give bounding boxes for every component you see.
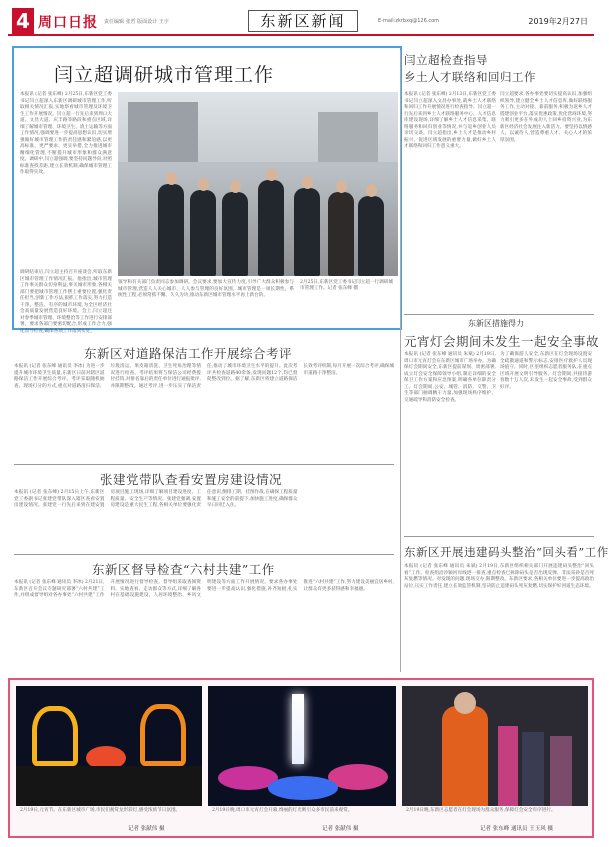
dragon-lantern-photo [16, 686, 202, 806]
photo3-caption: 2月19日晚,东新区志愿者在灯会现场为群众服务,保障灯会安全有序进行。 [406, 808, 556, 813]
safety-body-col1: 本报讯 (记者 张东峰 通讯员 朱斌) 2月19日,周口市元宵灯会在东新区城市广场举办。为确保灯会期间安全,东新区提前谋划、周密部署,成立灯会安全保障领导小组,制定详细的安全保卫工作方案和应急预案,明确各单位职责分工。灯会期间,公安、城管、消防、交警、卫生等部门抽调精干力量,加强现场秩序维护、交通疏导和消防安全检查。 [404, 352, 496, 403]
column-divider [400, 50, 401, 672]
lead-article [12, 46, 402, 334]
photo2-caption: 2月19日晚,周口市元宵灯会开幕,绚丽的灯光吸引众多市民前来观赏。 [212, 808, 353, 813]
light-festival-photo [208, 686, 396, 806]
villages-body: 本报讯 (记者 张东峰 通讯员 李冰) 2月21日,东新区召开会议专题研究部署“六村共建”工作,并组成督导组对各办事处“六村共建”工作开展情况进行督导检查。督导组采取查阅资料、实地查看、走访群众等方式,详细了解各村在基础设施建设、人居环境整治、乡风文明建设等方面工作开展情况。要求各办事处要进一步提高认识,强化措施,补齐短板,扎实推进“六村共建”工作,努力建设美丽宜居乡村,让群众有更多获得感和幸福感。 [14, 580, 394, 598]
safety-kicker: 东新区措施得力 [468, 319, 524, 328]
lead-body-right: 领导和有关部门负责同志参加调研。会议要求,要加大宣传力度,引导广大群众积极参与城市管理,营造人人关心城市、人人参与管理的良好氛围。城市管理是一项长期性、系统性工程,必须常抓不懈、久久为功,推动东新区城市管理水平再上新台阶。 [118, 280, 294, 298]
housing-title: 张建党带队查看安置房建设情况 [100, 472, 283, 487]
page-number: 4 [12, 8, 34, 34]
volunteer-photo [402, 686, 588, 806]
lead-title: 闫立超调研城市管理工作 [54, 64, 275, 86]
divider [404, 536, 594, 537]
photo2-credit: 记者 张献伟 摄 [322, 826, 359, 832]
editor-info: 责任编辑 张哲 版面设计 王宇 [104, 19, 169, 25]
right-article-body-col1: 本报讯 (记者 张东峰) 2月13日,东新区党工委书记闫立超深入文昌办事处,就乡土人才联络和回归工作开展情况进行检查指导。闫立超一行先后来到乡土人才联络服务中心、人才信息库建设现场,详细了解乡土人才信息采集、联络服务和回归创业等情况,并与返乡创业人员亲切交谈。闫立超指出,乡土人才是推动乡村振兴、促进区域发展的重要力量,做好乡土人才联络和回归工作意义重大。 [404, 92, 496, 149]
lead-body-left: 本报讯 (记者 张东峰) 2月25日,东新区党工委书记闫立超深入东新区调研城市管理工作,听取相关情况汇报,实地察看城市管理及环境卫生工作开展情况。闫立超一行先后来到周口大道、文昌大道、庆丰路等路段和重点区域,详细了解城市管理、环境卫生、渣土运输等方面工作情况,强调要进一步提高思想认识,切实增强做好城市管理工作的责任感和紧迫感,以更高标准、更严要求、更实举措,全力推进城市精细化管理,不断提升城市形象和群众满意度。调研中,闫立超强调,要坚持问题导向,对照标准查找差距,建立长效机制,确保城市管理工作取得实效。 [20, 92, 112, 175]
page-header [8, 6, 594, 36]
photo-strip [8, 678, 594, 838]
lead-photo [118, 92, 398, 276]
contact-email: E-mail:zkrbxq@126.com [378, 18, 440, 24]
docks-body: 本报讯 (记者 张东峰 通讯员 朱斌) 2月19日,东新区组织相关部门开展违建码头整治“回头看”工作。检查组沿沙颍河岸线逐一排查,重点检查已拆除码头是否出现反弹、非法采砂是否死灰复燃等情况。对发现的问题,现场交办,限期整改。东新区要求,各相关单位要进一步提高政治站位,压实工作责任,建立长效监管机制,坚决防止违建码头死灰复燃,切实保护好河道生态环境。 [404, 564, 594, 589]
divider [14, 464, 394, 465]
safety-title: 元宵灯会期间未发生一起安全事故 [404, 334, 600, 349]
section-title: 东新区新闻 [248, 10, 358, 32]
lead-body-lower: 调研结束后,闫立超主持召开座谈会,听取东新区城市管理工作情况汇报。他指出,城市管理工作事关群众切身利益,事关城市形象,各相关部门要把城市管理工作摆上重要位置,强化责任担当,创新工作方法,狠抓工作落实,努力打造干净、整洁、有序的城市环境,为全区经济社会高质量发展营造良好环境。会上,闫立超还对春季城市管理、环境整治等工作进行安排部署。要求各部门要密切配合,形成工作合力,强化督导检查,确保各项工作落到实处。 [20, 270, 112, 334]
cleaning-title: 东新区对道路保洁工作开展综合考评 [84, 346, 293, 361]
photo1-caption: 2月19日,元宵节。在东新区城市广场,市民们观赏龙形彩灯,感受浓浓节日氛围。 [20, 808, 181, 813]
divider [14, 554, 394, 555]
photo1-credit: 记者 张献伟 摄 [128, 826, 165, 832]
divider [404, 314, 594, 315]
issue-date: 2019年2月27日 [528, 17, 588, 26]
docks-title: 东新区开展违建码头整治“回头看”工作 [404, 545, 609, 559]
newspaper-name: 周口日报 [38, 15, 98, 31]
safety-body-col2: 为了确保游人安全,东新区在灯会现场设置安全疏散通道和警示标志,安排医疗救护人员现场值守。同时,区里组织志愿者服务队,在重点区域开展文明引导服务。灯会期间,共接待游客数十万人次,未发生一起安全事故,受到群众好评。 [500, 352, 592, 390]
photo3-credit: 记者 张东峰 通讯员 王玉风 摄 [480, 826, 553, 832]
right-article-title-line2: 乡土人才联络和回归工作 [404, 70, 536, 84]
right-article-title-line1: 闫立超检查指导 [404, 53, 488, 67]
right-article-body-col2: 闫立超要求,各办事处要切实提高认识,加强组织领导,建立健全乡土人才信息库,做好联络服务工作,主动对接、靠前服务,积极为返乡人才搭建创业平台,落实优惠政策,优化营商环境,努力吸引更多在外成功人士回乡投资兴业,为东新区经济社会发展注入新活力。要坚持以情感人、以诚待人,营造尊重人才、关心人才的浓厚氛围。 [500, 92, 592, 143]
cleaning-body: 本报讯 (记者 张东峰 通讯员 李冰) 为进一步提升城市环境卫生质量,东新区日前对辖区道路保洁工作开展综合考评。考评采取随机抽查、现场打分的方式,重点对道路清扫保洁、垃圾清运、果皮箱清洗、卫生死角治理等情况进行检查。考评结果将与保洁公司经费拨付挂钩,对排名靠后的责任单位进行通报批评,并限期整改。通过考评,进一步压实了保洁责任,推动了城市环境卫生水平的提升。此次考评共检查道路40余条,发现问题12个,均已督促整改到位。据了解,东新区将建立道路保洁长效考评机制,每月开展一次综合考评,确保城市道路干净整洁。 [14, 364, 394, 389]
lead-photo-caption: 2月25日,东新区党工委书记闫立超一行调研城市管理工作。记者 张东峰 摄 [300, 280, 393, 291]
housing-body: 本报讯 (记者 张东峰) 2月15日上午,东新区党工委副书记张建党带队深入辖区查看安置房建设情况。张建党一行先后来到在建安置房项目施工现场,详细了解项目建设进度、工程质量、安全生产等情况。张建党强调,安置房建设是重大民生工程,各相关单位要强化责任意识,倒排工期、挂图作战,在确保工程质量和施工安全的前提下,加快施工进度,确保群众早日回迁入住。 [14, 490, 298, 508]
villages-title: 东新区督导检查“六村共建”工作 [92, 562, 275, 577]
